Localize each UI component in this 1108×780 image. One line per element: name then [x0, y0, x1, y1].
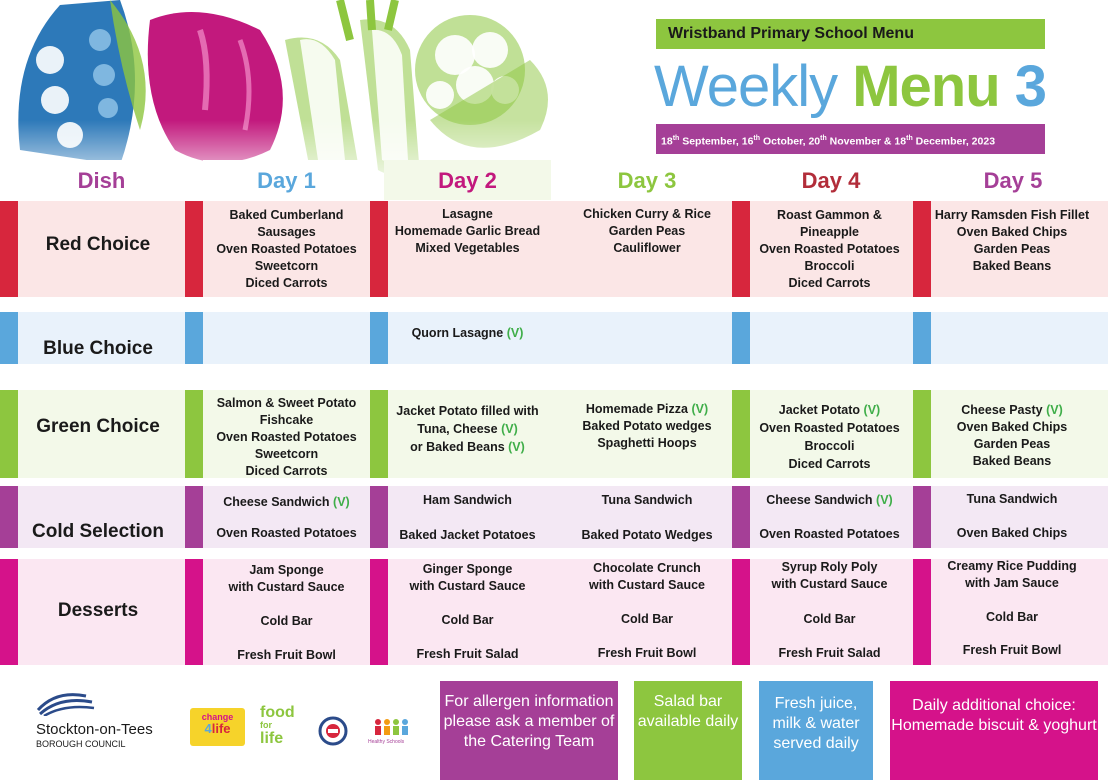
- column-header-day2: Day 2: [384, 160, 551, 200]
- food-for-life-text-3: life: [260, 730, 284, 747]
- red-day4-cell: [746, 207, 913, 292]
- school-name-banner: Wristband Primary School Menu: [656, 19, 1045, 49]
- row-label-red: Red Choice: [45, 234, 151, 255]
- cold-day3-side: Baked Potato Wedges: [581, 528, 713, 542]
- date-text: October, 20: [760, 135, 821, 148]
- menu-item: Cauliflower: [613, 241, 681, 255]
- red-day2-cell: [384, 206, 551, 257]
- purple-stripe: [0, 486, 18, 548]
- council-subtitle: BOROUGH COUNCIL: [36, 739, 126, 749]
- food-for-life-logo: [260, 706, 302, 748]
- column-header-day5: Day 5: [928, 160, 1098, 200]
- dessert-day2-cell: [384, 561, 551, 663]
- cold-day4-side: Oven Roasted Potatoes: [759, 527, 900, 541]
- menu-title: [654, 52, 1046, 122]
- accreditation-badge-icon: [318, 716, 348, 746]
- menu-item: with Custard Sauce: [409, 579, 526, 593]
- date-ordinal: th: [820, 135, 827, 142]
- menu-item: Lasagne: [442, 207, 493, 221]
- vegetarian-marker: (V): [333, 495, 350, 509]
- menu-item: Garden Peas: [973, 437, 1051, 451]
- vegetarian-marker: (V): [1046, 403, 1063, 417]
- vegetarian-marker: (V): [876, 493, 893, 507]
- menu-item: Sweetcorn: [254, 259, 319, 273]
- menu-item: Sausages: [257, 225, 316, 239]
- menu-item: Fresh Fruit Salad: [778, 646, 881, 660]
- menu-item: [562, 401, 732, 418]
- blue-stripe: [0, 312, 18, 364]
- menu-item: Garden Peas: [973, 242, 1051, 256]
- red-day3-cell: [562, 206, 732, 257]
- menu-item: Cold Bar: [620, 612, 674, 626]
- salad-text: Salad bar: [653, 692, 723, 710]
- allergen-text: please ask a member of: [443, 712, 615, 730]
- menu-item-text: Tuna, Cheese: [417, 422, 498, 436]
- menu-item: [928, 402, 1096, 419]
- cold-day1-side: Oven Roasted Potatoes: [216, 526, 357, 540]
- menu-item: Cold Bar: [441, 613, 494, 627]
- red-day1-cell: [203, 207, 370, 292]
- menu-item: Sweetcorn: [254, 447, 319, 461]
- purple-stripe: [185, 486, 203, 548]
- healthy-schools-text: Healthy Schools: [368, 739, 405, 745]
- green-stripe: [0, 390, 18, 478]
- food-for-life-text-2: for: [260, 720, 272, 730]
- allergen-text: For allergen information: [444, 692, 614, 710]
- column-header-day3: Day 3: [562, 160, 732, 200]
- menu-item: Chicken Curry & Rice: [583, 207, 711, 221]
- menu-item-text: Cheese Sandwich: [766, 493, 873, 507]
- dessert-day5-cell: [928, 558, 1096, 659]
- menu-item: Oven Roasted Potatoes: [216, 430, 357, 444]
- healthy-schools-logo: [368, 718, 416, 748]
- menu-item: Homemade Garlic Bread: [394, 224, 541, 238]
- red-stripe: [0, 201, 18, 297]
- cold-day5-side: Oven Baked Chips: [956, 526, 1068, 540]
- menu-item: with Custard Sauce: [589, 578, 705, 592]
- vegetarian-marker: (V): [508, 440, 525, 454]
- council-emblem-icon: [36, 690, 96, 716]
- column-header-day4: Day 4: [746, 160, 916, 200]
- cold-day2-side: Baked Jacket Potatoes: [399, 528, 536, 542]
- green-day4-cell: [746, 401, 913, 473]
- menu-item-text: Homemade Pizza: [585, 402, 688, 416]
- menu-item: Oven Baked Chips: [956, 420, 1068, 434]
- menu-item: Roast Gammon &: [777, 208, 882, 222]
- drinks-text: Fresh juice,: [774, 694, 858, 712]
- menu-item: [384, 438, 551, 456]
- menu-number: 3: [1014, 54, 1047, 119]
- menu-item: Fresh Fruit Salad: [416, 647, 519, 661]
- vegetarian-marker: (V): [506, 326, 524, 340]
- pink-stripe: [0, 559, 18, 665]
- red-stripe: [185, 201, 203, 297]
- additional-text: Homemade biscuit & yoghurt: [891, 716, 1097, 734]
- menu-item: Fresh Fruit Bowl: [597, 646, 697, 660]
- vegetarian-marker: (V): [501, 422, 518, 436]
- blue-stripe: [185, 312, 203, 364]
- menu-item: [746, 401, 913, 419]
- menu-item-text: Jacket Potato: [778, 403, 861, 417]
- green-day3-cell: [562, 401, 732, 452]
- menu-item: [384, 420, 551, 438]
- menu-item: Mixed Vegetables: [415, 241, 520, 255]
- row-label-cold: Cold Selection: [32, 521, 164, 542]
- menu-item: [384, 325, 551, 342]
- menu-item: Harry Ramsden Fish Fillet: [934, 208, 1090, 222]
- menu-title-word2: Menu: [852, 54, 1000, 119]
- menu-item: Diced Carrots: [245, 276, 328, 290]
- date-text: November & 18: [826, 135, 907, 148]
- change4life-text-2: [190, 723, 245, 735]
- row-label-green: Green Choice: [36, 416, 160, 437]
- row-label-desserts: Desserts: [57, 600, 139, 621]
- vegetarian-marker: (V): [691, 402, 709, 416]
- change4life-logo: [190, 708, 245, 746]
- menu-item: Cold Bar: [803, 612, 856, 626]
- blue-stripe: [913, 312, 931, 364]
- dessert-day1-cell: [203, 562, 370, 664]
- salad-text: available daily: [637, 712, 739, 730]
- menu-item: Fresh Fruit Bowl: [237, 648, 336, 662]
- drinks-box: [759, 681, 873, 780]
- cold-day3-main: Tuna Sandwich: [601, 493, 693, 507]
- menu-item: Salmon & Sweet Potato: [216, 396, 357, 410]
- menu-item: Cold Bar: [260, 614, 313, 628]
- menu-item: Fishcake: [259, 413, 314, 427]
- allergen-info-box: [440, 681, 618, 780]
- dessert-day4-cell: [746, 559, 913, 662]
- menu-item: Baked Cumberland: [229, 208, 344, 222]
- menu-item-text: Cheese Sandwich: [223, 495, 330, 509]
- drinks-text: milk & water: [772, 714, 860, 732]
- green-day5-cell: [928, 402, 1096, 470]
- menu-item: with Custard Sauce: [771, 577, 888, 591]
- red-day5-cell: [928, 207, 1096, 275]
- menu-item: Ginger Sponge: [422, 562, 513, 576]
- menu-item: Oven Baked Chips: [956, 225, 1068, 239]
- drinks-text: served daily: [773, 734, 859, 752]
- blue-stripe: [732, 312, 750, 364]
- cold-day1-main: [203, 494, 370, 511]
- menu-item: with Custard Sauce: [228, 580, 345, 594]
- date-ordinal: th: [753, 135, 761, 142]
- menu-item: Syrup Roly Poly: [781, 560, 878, 574]
- menu-item-text: or Baked Beans: [410, 440, 505, 454]
- date-text: 18: [661, 135, 673, 148]
- green-day1-cell: [203, 395, 370, 480]
- column-header-day1: Day 1: [203, 160, 370, 200]
- menu-item: Broccoli: [804, 259, 855, 273]
- green-stripe: [185, 390, 203, 478]
- menu-item: Chocolate Crunch: [593, 561, 701, 575]
- menu-item: Oven Roasted Potatoes: [759, 242, 900, 256]
- date-ordinal: th: [672, 135, 680, 142]
- menu-item: Diced Carrots: [788, 457, 871, 471]
- change4life-number: 4: [204, 721, 212, 736]
- menu-item: Garden Peas: [608, 224, 686, 238]
- pink-stripe: [185, 559, 203, 665]
- council-name: Stockton-on-Tees: [36, 721, 153, 738]
- change4life-word: life: [211, 721, 231, 736]
- row-label-blue: Blue Choice: [43, 338, 153, 359]
- change4life-text-1: change: [201, 712, 234, 722]
- cold-day5-main: Tuna Sandwich: [966, 492, 1058, 506]
- salad-bar-box: [634, 681, 742, 780]
- menu-dates-banner: [656, 124, 1045, 154]
- column-header-dish: Dish: [18, 160, 185, 200]
- stockton-council-logo: [36, 690, 166, 750]
- date-text: September, 16: [679, 135, 754, 148]
- menu-item-text: Cheese Pasty: [961, 403, 1043, 417]
- menu-item: Spaghetti Hoops: [597, 436, 697, 450]
- menu-title-word1: Weekly: [654, 54, 838, 119]
- allergen-text: the Catering Team: [463, 732, 595, 750]
- menu-item: Baked Beans: [972, 259, 1052, 273]
- menu-item: Fresh Fruit Bowl: [962, 643, 1062, 657]
- vegetarian-marker: (V): [863, 403, 881, 417]
- menu-item: Diced Carrots: [245, 464, 328, 478]
- date-ordinal: th: [906, 135, 913, 142]
- menu-item: Oven Roasted Potatoes: [759, 421, 900, 435]
- menu-item: with Jam Sauce: [965, 576, 1059, 590]
- blue-day2-cell: [384, 325, 551, 342]
- menu-item: Pineapple: [799, 225, 860, 239]
- menu-item: Creamy Rice Pudding: [947, 559, 1077, 573]
- menu-item: Baked Beans: [972, 454, 1052, 468]
- menu-item: Baked Potato wedges: [582, 419, 712, 433]
- dessert-day3-cell: [562, 560, 732, 662]
- menu-item: Oven Roasted Potatoes: [216, 242, 357, 256]
- menu-item: Cold Bar: [985, 610, 1039, 624]
- additional-text: Daily additional choice:: [912, 696, 1076, 714]
- date-text: December, 2023: [912, 135, 996, 148]
- menu-item: Broccoli: [804, 439, 855, 453]
- daily-additional-box: [890, 681, 1098, 780]
- people-icon: [372, 718, 412, 736]
- menu-item-text: Quorn Lasagne: [411, 326, 504, 340]
- cold-day4-main: [746, 492, 913, 509]
- menu-item: Diced Carrots: [788, 276, 871, 290]
- menu-item: Jacket Potato filled with: [396, 404, 539, 418]
- green-day2-cell: [384, 402, 551, 456]
- cold-day2-main: Ham Sandwich: [423, 493, 512, 507]
- menu-item: Jam Sponge: [249, 563, 324, 577]
- food-for-life-text-1: food: [260, 704, 295, 721]
